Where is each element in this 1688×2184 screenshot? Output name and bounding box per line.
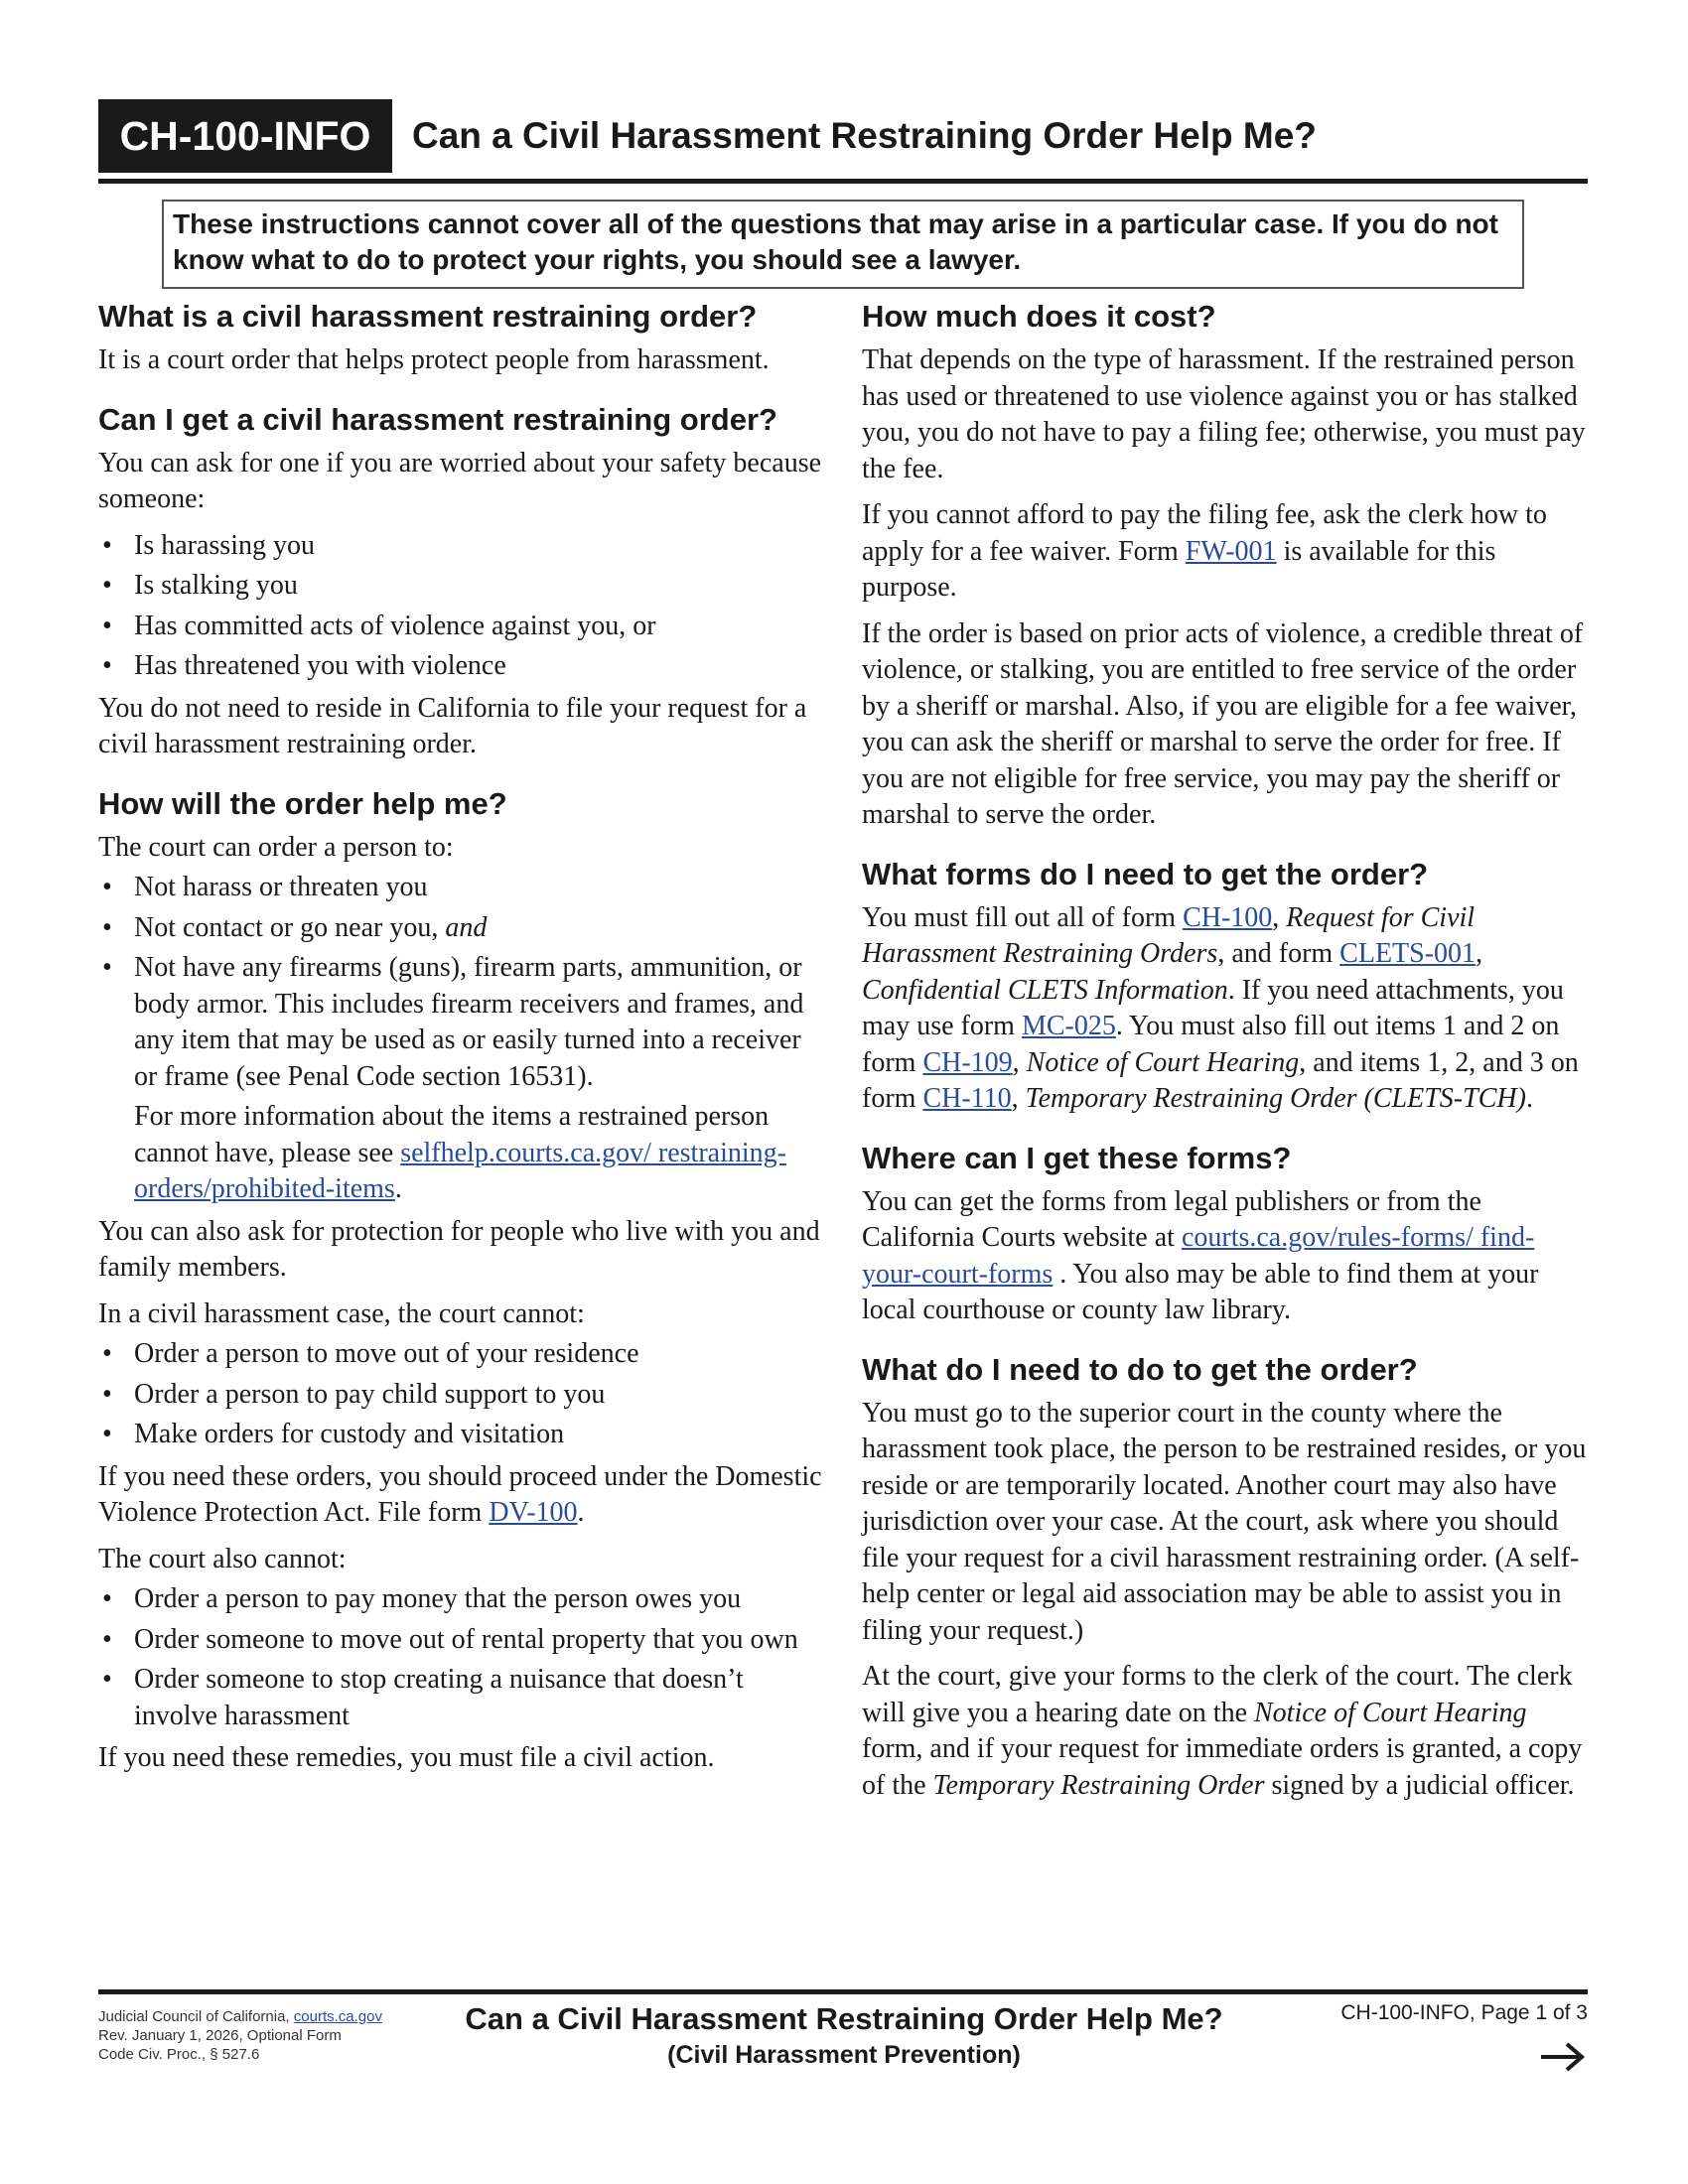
list-item: • Order a person to move out of your residence <box>98 1336 823 1373</box>
section-court-cannot <box>98 1297 823 1777</box>
heading-what-is: What is a civil harassment restraining order? <box>98 299 758 334</box>
cost-text-2b: is available for this purpose. <box>862 535 1496 603</box>
heading-can-i-get: Can I get a civil harassment restraining order? <box>98 401 777 437</box>
list-item: • Is harassing you <box>98 528 823 565</box>
courts-ca-gov-link[interactable]: courts.ca.gov <box>293 2008 382 2025</box>
forms-i2: Confidential CLETS Information <box>862 974 1228 1006</box>
item-text: Not contact or go near you, <box>134 911 446 943</box>
list-item: • Has committed acts of violence against you, or <box>98 609 823 645</box>
list-item: • Is stalking you <box>98 568 823 605</box>
right-column <box>862 298 1587 1826</box>
forms-i4: Temporary Restraining Order (CLETS-TCH) <box>1025 1083 1526 1114</box>
cost-text-2 <box>862 497 1587 607</box>
page-header <box>98 99 1588 173</box>
footer-info <box>98 2007 426 2064</box>
dv-proceed-text <box>98 1459 823 1532</box>
forms-t6: . You must also fill out items 1 and 2 on form <box>862 1011 1560 1078</box>
forms-t4: , <box>1476 938 1483 969</box>
footer-subtitle: (Civil Harassment Prevention) <box>667 2041 1021 2069</box>
heading-forms: What forms do I need to get the order? <box>862 856 1429 891</box>
footer-title: Can a Civil Harassment Restraining Order Help Me? <box>465 2001 1223 2036</box>
list-item: • Order someone to move out of rental property that you own <box>98 1622 823 1659</box>
heading-where: Where can I get these forms? <box>862 1140 1292 1175</box>
list-item <box>98 910 823 947</box>
dv-proceed-end: . <box>577 1497 585 1528</box>
todo-i2: Temporary Restraining Order <box>932 1769 1265 1801</box>
also-protect-text: You can also ask for protection for people who live with you and family members. <box>98 1215 820 1283</box>
lawyer-notice-box: These instructions cannot cover all of the questions that may arise in a particular case. If you do not know what to do to protect your rights, you should see a lawyer. <box>162 200 1524 289</box>
left-column <box>98 298 823 1799</box>
section-can-i-get <box>98 401 823 763</box>
list-item: • Order someone to stop creating a nuisance that doesn’t involve harassment <box>98 1662 823 1734</box>
where-text <box>862 1184 1587 1329</box>
forms-t8: , and items 1, 2, and 3 on form <box>862 1046 1579 1114</box>
forms-t1: You must fill out all of form <box>862 901 1184 933</box>
list-item: • Not harass or threaten you <box>98 870 823 906</box>
forms-t3: , and form <box>1217 938 1340 969</box>
dv-100-link[interactable]: DV-100 <box>489 1497 578 1528</box>
mc-025-link[interactable]: MC-025 <box>1021 1011 1116 1041</box>
footer-code: Code Civ. Proc., § 527.6 <box>98 2046 260 2063</box>
cannot-intro: In a civil harassment case, the court cannot: <box>98 1297 585 1329</box>
more-info-text <box>134 1099 823 1208</box>
what-is-text: It is a court order that helps protect people from harassment. <box>98 344 770 375</box>
also-cannot-intro: The court also cannot: <box>98 1543 347 1574</box>
fw-001-link[interactable]: FW-001 <box>1185 535 1277 567</box>
ch-110-link[interactable]: CH-110 <box>922 1083 1012 1114</box>
forms-t2: , <box>1272 901 1287 933</box>
list-item: • Make orders for custody and visitation <box>98 1417 823 1453</box>
section-forms <box>862 856 1587 1118</box>
footer-revision: Rev. January 1, 2026, Optional Form <box>98 2027 342 2044</box>
can-i-intro: You can ask for one if you are worried about your safety because someone: <box>98 447 822 514</box>
more-info-end: . <box>394 1173 402 1204</box>
footer-page-info <box>1271 1999 1588 2027</box>
item-emphasis: and <box>445 911 488 943</box>
reasons-list <box>98 528 823 685</box>
also-cannot-list <box>98 1581 823 1734</box>
forms-i3: Notice of Court Hearing <box>1026 1046 1300 1078</box>
header-rule <box>98 179 1588 184</box>
footer-form-id: CH-100-INFO, <box>1340 2001 1476 2024</box>
forms-t9: , <box>1011 1083 1026 1114</box>
where-t1: You can get the forms from legal publishers or from the California Courts website at <box>862 1185 1481 1253</box>
todo-t2b: form, and if your request for immediate orders is granted, a copy of the <box>862 1733 1583 1801</box>
heading-what-to-do: What do I need to do to get the order? <box>862 1351 1418 1387</box>
civil-action-text: If you need these remedies, you must file a civil action. <box>98 1742 715 1773</box>
page-number: Page 1 of 3 <box>1475 2001 1588 2024</box>
page-title: Can a Civil Harassment Restraining Order Help Me? <box>412 115 1317 156</box>
forms-t5: . If you need attachments, you may use form <box>862 974 1564 1041</box>
forms-t10: . <box>1525 1083 1533 1114</box>
ch-100-link[interactable]: CH-100 <box>1183 901 1273 933</box>
next-page-arrow-icon[interactable] <box>1537 2037 1587 2077</box>
cost-text-2a: If you cannot afford to pay the filing fee, ask the clerk how to apply for a fee waiver. Form <box>862 499 1547 567</box>
forms-text <box>862 900 1587 1118</box>
todo-text-2 <box>862 1659 1587 1804</box>
reside-note: You do not need to reside in California to file your request for a civil harassment restraining order. <box>98 692 807 759</box>
court-forms-link[interactable]: courts.ca.gov/rules-forms/ find-your-court-forms <box>862 1222 1535 1290</box>
todo-t2a: At the court, give your forms to the clerk of the court. The clerk will give you a hearing date on the <box>862 1661 1573 1728</box>
heading-how-help: How will the order help me? <box>98 785 507 821</box>
council-text: Judicial Council of California, <box>98 2008 294 2025</box>
dv-proceed-lead: If you need these orders, you should proceed under the Domestic Violence Protection Act. File form <box>98 1460 822 1528</box>
forms-t7: , <box>1012 1046 1027 1078</box>
footer-rule <box>98 1989 1588 1994</box>
cost-text-1: That depends on the type of harassment. If the restrained person has used or threatened to use violence against you or has stalked you, you do not have to pay a filing fee; otherwise, you must pay the fee. <box>862 344 1586 484</box>
todo-i1: Notice of Court Hearing <box>1254 1697 1527 1728</box>
section-what-to-do <box>862 1351 1587 1805</box>
form-id-badge: CH-100-INFO <box>98 99 392 173</box>
cannot-list <box>98 1336 823 1453</box>
list-item: • Order a person to pay money that the person owes you <box>98 1581 823 1618</box>
prohibited-items-link[interactable]: selfhelp.courts.ca.gov/ restraining-orders/prohibited-items <box>134 1137 786 1204</box>
firearms-text: Not have any firearms (guns), firearm parts, ammunition, or body armor. This includes firearm receivers and frames, and any item that may be used as or easily turned into a receiver or frame (see Penal Code section 16531). <box>134 952 804 1092</box>
court-can-order-list <box>98 870 823 1208</box>
more-info-lead: For more information about the items a restrained person cannot have, please see <box>134 1101 770 1168</box>
list-item: • Has threatened you with violence <box>98 648 823 685</box>
section-how-help <box>98 785 823 1287</box>
footer-title-block <box>427 1999 1261 2071</box>
list-item: • Order a person to pay child support to you <box>98 1377 823 1414</box>
heading-cost: How much does it cost? <box>862 299 1216 334</box>
section-cost <box>862 298 1587 834</box>
list-item <box>98 950 823 1208</box>
forms-i1: Request for Civil Harassment Restraining Orders <box>862 901 1476 969</box>
todo-t2c: signed by a judicial officer. <box>1264 1769 1575 1801</box>
how-intro: The court can order a person to: <box>98 831 454 863</box>
section-where <box>862 1140 1587 1329</box>
cost-text-3: If the order is based on prior acts of violence, a credible threat of violence, or stalking, you are entitled to free service of the order by a sheriff or marshal. Also, if you are eligible for a fee waiver, you can ask the sheriff or marshal to serve the order for free. If you are not eligible for free service, you may pay the sheriff or marshal to serve the order. <box>862 617 1584 830</box>
footer-council <box>98 2007 426 2026</box>
clets-001-link[interactable]: CLETS-001 <box>1339 938 1477 969</box>
ch-109-link[interactable]: CH-109 <box>922 1046 1013 1078</box>
section-what-is <box>98 298 823 379</box>
todo-text-1: You must go to the superior court in the county where the harassment took place, the person to be restrained resides, or you reside or are temporarily located. Another court may also have jurisdiction over your case. At the court, ask where you should file your request for a civil harassment restraining order. (A self-help center or legal aid association may be able to assist you in filing your request.) <box>862 1397 1587 1646</box>
where-t2: . You also may be able to find them at your local courthouse or county law library. <box>862 1258 1539 1325</box>
